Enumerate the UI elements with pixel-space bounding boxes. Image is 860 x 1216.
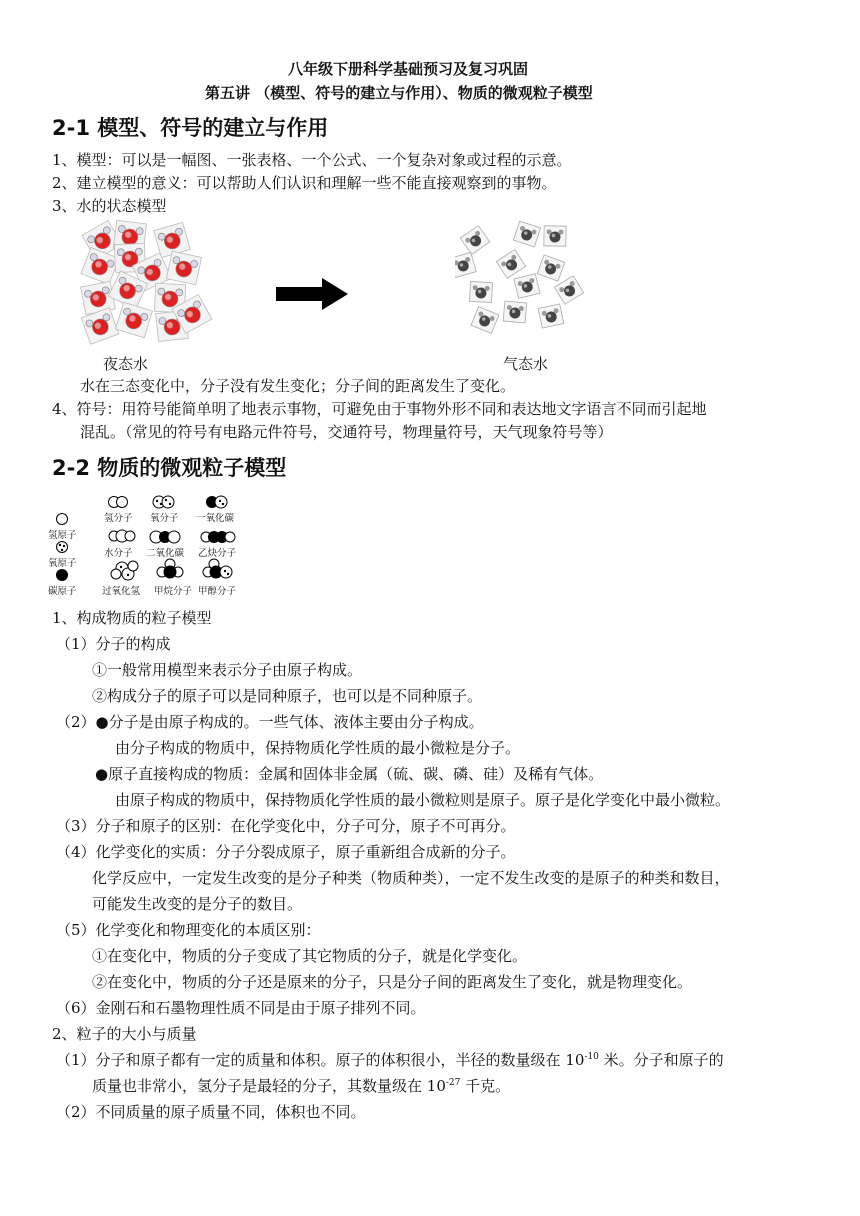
label-liquid-water: 夜态水 bbox=[103, 355, 149, 373]
water-molecule bbox=[116, 302, 153, 338]
gas-water-molecule bbox=[496, 250, 525, 279]
paragraph-water-model: 3、水的状态模型 bbox=[52, 197, 167, 215]
paragraph-model: 1、模型：可以是一幅图、一张表格、一个公式、一个复杂对象或过程的示意。 bbox=[52, 151, 572, 169]
legend-c2h2: 乙炔分子 bbox=[198, 548, 237, 559]
text-line: ●原子直接构成的物质：金属和固体非金属（硫、碳、磷、硅）及稀有气体。 bbox=[95, 765, 604, 783]
gas-water-molecule bbox=[469, 281, 492, 302]
gas-water-molecule bbox=[460, 225, 489, 254]
paragraph-symbol-cont: 混乱。（常见的符号有电路元件符号，交通符号，物理量符号，天气现象符号等） bbox=[80, 423, 613, 441]
molecule-legend bbox=[46, 494, 256, 602]
water-molecule bbox=[166, 251, 201, 285]
paragraph-symbol: 4、符号：用符号能简单明了地表示事物，可避免由于事物外形不同和表达地文字语言不同而引起地 bbox=[52, 400, 707, 418]
text-line: （4）化学变化的实质：分子分裂成原子，原子重新组合成新的分子。 bbox=[56, 843, 516, 861]
text-line-size: （1）分子和原子都有一定的质量和体积。原子的体积很小，半径的数量级在 $10^{-10}$ 米。分子和原子的 bbox=[56, 1051, 724, 1069]
text-line: 化学反应中，一定发生改变的是分子种类（物质种类），一定不发生改变的是原子的种类和数目， bbox=[92, 869, 730, 887]
text-line: ①在变化中，物质的分子变成了其它物质的分子，就是化学变化。 bbox=[92, 947, 528, 965]
text-line: （5）化学变化和物理变化的本质区别： bbox=[56, 921, 321, 939]
section-heading-2-1: 2-1 模型、符号的建立与作用 bbox=[52, 116, 329, 140]
legend-co: 一氧化碳 bbox=[196, 513, 235, 524]
legend-ch3oh: 甲醇分子 bbox=[198, 586, 237, 597]
paragraph-model-meaning: 2、建立模型的意义：可以帮助人们认识和理解一些不能直接观察到的事物。 bbox=[52, 174, 557, 192]
gas-water-molecule bbox=[537, 255, 565, 281]
text-line: （3）分子和原子的区别：在化学变化中，分子可分，原子不可再分。 bbox=[56, 817, 516, 835]
text-line: ②构成分子的原子可以是同种原子，也可以是不同种原子。 bbox=[92, 687, 483, 705]
gas-water-molecule bbox=[514, 274, 540, 299]
text-line: （2）●分子是由原子构成的。一些气体、液体主要由分子构成。 bbox=[56, 713, 484, 731]
text-line: 2、粒子的大小与质量 bbox=[52, 1025, 197, 1043]
text-line: ②在变化中，物质的分子还是原来的分子，只是分子间的距离发生了变化，就是物理变化。 bbox=[92, 973, 693, 991]
text-line: （1）分子的构成 bbox=[56, 635, 171, 653]
legend-h2o: 水分子 bbox=[104, 548, 133, 559]
legend-o2: 氧分子 bbox=[150, 513, 179, 524]
lecture-subtitle: 第五讲 （模型、符号的建立与作用）、物质的微观粒子模型 bbox=[205, 84, 593, 102]
arrow-icon bbox=[276, 278, 348, 310]
text-line-mass: 质量也非常小，氢分子是最轻的分子，其数量级在 $10^{-27}$ 千克。 bbox=[92, 1077, 511, 1095]
paragraph-state-change: 水在三态变化中，分子没有发生变化；分子间的距离发生了变化。 bbox=[80, 377, 516, 395]
gas-water-molecule bbox=[513, 221, 540, 247]
gas-water-model-image bbox=[455, 220, 585, 338]
gas-water-molecule bbox=[455, 252, 476, 277]
label-gas-water: 气态水 bbox=[503, 355, 549, 373]
text-line: 1、构成物质的粒子模型 bbox=[52, 609, 212, 627]
gas-water-molecule bbox=[554, 276, 583, 304]
water-molecule bbox=[81, 248, 119, 285]
legend-o-atom: 氧原子 bbox=[48, 558, 77, 569]
text-line: 由原子构成的物质中，保持物质化学性质的最小微粒则是原子。原子是化学变化中最小微粒。 bbox=[115, 791, 731, 809]
liquid-water-model-image bbox=[72, 218, 220, 350]
gas-water-molecule bbox=[471, 307, 499, 334]
legend-c-atom: 碳原子 bbox=[48, 586, 77, 597]
text-line: （6）金刚石和石墨物理性质不同是由于原子排列不同。 bbox=[56, 999, 426, 1017]
gas-water-molecule bbox=[503, 301, 527, 323]
text-line: 由分子构成的物质中，保持物质化学性质的最小微粒是分子。 bbox=[115, 739, 521, 757]
gas-water-molecule bbox=[544, 226, 566, 246]
text-line: （2）不同质量的原子质量不同，体积也不同。 bbox=[56, 1103, 366, 1121]
gas-water-molecule bbox=[538, 304, 564, 328]
legend-h2: 氢分子 bbox=[104, 513, 133, 524]
legend-co2: 二氧化碳 bbox=[146, 548, 185, 559]
legend-ch4: 甲烷分子 bbox=[154, 586, 193, 597]
page-title: 八年级下册科学基础预习及复习巩固 bbox=[288, 60, 529, 78]
section-heading-2-2: 2-2 物质的微观粒子模型 bbox=[52, 456, 287, 480]
text-line: 可能发生改变的是分子的数目。 bbox=[92, 895, 303, 913]
legend-h2o2: 过氧化氢 bbox=[102, 586, 141, 597]
legend-h-atom: 氢原子 bbox=[48, 530, 77, 541]
text-line: ①一般常用模型来表示分子由原子构成。 bbox=[92, 661, 363, 679]
